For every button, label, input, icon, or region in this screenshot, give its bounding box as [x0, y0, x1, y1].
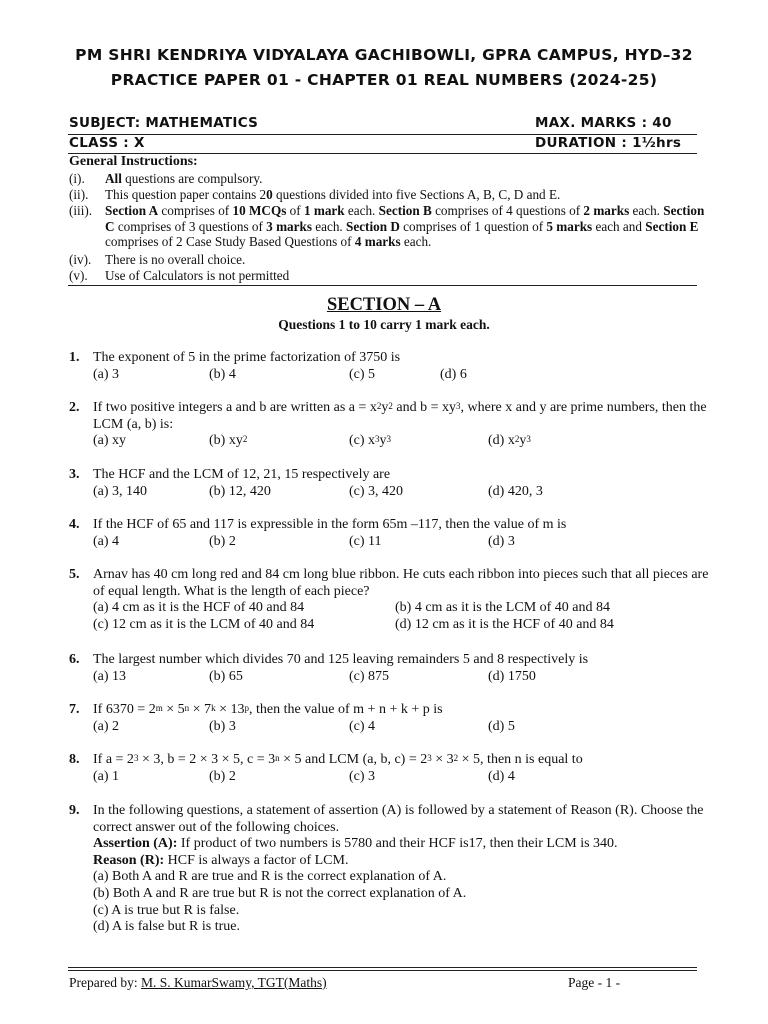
section-subtitle: Questions 1 to 10 carry 1 mark each. [278, 317, 490, 332]
option-b: (b) $xy^2$ [209, 433, 248, 449]
option-c: (c) 12 cm as it is the LCM of 40 and 84 [93, 617, 315, 633]
option-a: (a) xy [93, 433, 127, 449]
option-a: (a) 13 [93, 668, 127, 684]
option-c: (c) 11 [349, 533, 382, 549]
option-a: (a) 1 [93, 768, 120, 784]
question-number: 9. [69, 803, 80, 818]
options-row [93, 484, 713, 501]
question-text: If two positive integers a and b are written as $a = x^2y^2$ and $b = xy^3$, where x and y are prime numbers, then the LCM (a, b) is: [93, 400, 707, 432]
question-text: The exponent of 5 in the prime factorization of 3750 is [93, 350, 401, 365]
question-number: 7. [69, 702, 80, 717]
footer-rule-bottom [68, 970, 697, 971]
class-label: CLASS : X [69, 135, 145, 151]
question-number: 1. [69, 350, 80, 365]
instructions-title: General Instructions: [69, 154, 198, 169]
options-row [93, 719, 713, 736]
question-number: 5. [69, 567, 80, 582]
question-text: If the HCF of 65 and 117 is expressible in the form 65m –117, then the value of m is [93, 517, 567, 532]
question-text: Arnav has 40 cm long red and 84 cm long blue ribbon. He cuts each ribbon into pieces such that all pieces are of equal length. What is the length of each piece? [93, 567, 709, 599]
footer-rule-top [68, 967, 697, 968]
question-number: 2. [69, 400, 80, 415]
option-a: (a) 4 cm as it is the HCF of 40 and 84 [93, 600, 305, 616]
options-row [93, 669, 713, 686]
option-c: (c) 3 [349, 768, 376, 784]
max-marks-label: MAX. MARKS : 40 [535, 115, 672, 131]
option-a: (a) 4 [93, 533, 120, 549]
paper-title: PRACTICE PAPER 01 - CHAPTER 01 REAL NUMBERS (2024-25) [110, 71, 658, 89]
option-b: (b) 65 [209, 668, 243, 684]
question-text: If $6370 = 2^m \times 5^n \times 7^k \times 13^p$, then the value of m + n + k + p is [93, 702, 443, 717]
option-d: (d) 5 [488, 718, 515, 734]
question-text: The HCF and the LCM of 12, 21, 15 respectively are [93, 467, 391, 482]
options-row [93, 617, 713, 634]
options-row [93, 769, 713, 786]
question-number: 4. [69, 517, 80, 532]
duration-label: DURATION : 1½hrs [535, 135, 682, 151]
question-text: In the following questions, a statement of assertion (A) is followed by a statement of Reason (R). Choose the correct answer out of the following choices. Assertion (A): If product of two numbers is 5780 and their HCF is17, then their LCM is 340. Reason (R): HCF is always a factor of LCM. (a) Both A and R are true and R is the correct explanation of A. (b) Both A and R are true but R is not the correct explanation of A. (c) A is true but R is false. (d) A is false but R is true. [93, 803, 704, 935]
option-b: (b) 4 cm as it is the LCM of 40 and 84 [395, 600, 611, 616]
option-d: (d) 12 cm as it is the HCF of 40 and 84 [395, 617, 614, 633]
page-number: Page - 1 - [568, 975, 621, 990]
question-text: The largest number which divides 70 and 125 leaving remainders 5 and 8 respectively is [93, 652, 589, 667]
options-row [93, 433, 713, 450]
options-row [93, 367, 713, 384]
question-number: 8. [69, 752, 80, 767]
instructions-bottom-divider [68, 285, 697, 286]
option-c: (c) 4 [349, 718, 376, 734]
option-b: (b) 3 [209, 718, 236, 734]
question-number: 3. [69, 467, 80, 482]
option-d: (d) $x^2y^3$ [488, 433, 531, 449]
option-b: (b) 2 [209, 768, 236, 784]
option-a: (a) 3 [93, 366, 120, 382]
author-name: M. S. KumarSwamy, TGT(Maths) [140, 975, 327, 990]
question-text: If $a = 2^3 \times 3$, b = 2 × 3 × 5, $c = 3^n \times 5$ and LCM (a, b, $c) = 2^3 \times 3^2 \times 5$, then n is equal to [93, 752, 583, 767]
option-d: (d) 3 [488, 533, 515, 549]
option-d: (d) 4 [488, 768, 515, 784]
subject-label: SUBJECT: MATHEMATICS [69, 115, 259, 131]
option-d: (d) 6 [440, 366, 467, 382]
option-a: (a) 3, 140 [93, 483, 148, 499]
option-c: (c) 3, 420 [349, 483, 404, 499]
school-title: PM SHRI KENDRIYA VIDYALAYA GACHIBOWLI, GPRA CAMPUS, HYD–32 [75, 46, 693, 64]
option-c: (c) $x^3y^3$ [349, 433, 392, 449]
option-d: (d) 420, 3 [488, 483, 543, 499]
option-b: (b) 2 [209, 533, 236, 549]
option-c: (c) 5 [349, 366, 376, 382]
section-title: SECTION – A [326, 295, 442, 315]
option-a: (a) 2 [93, 718, 120, 734]
option-b: (b) 4 [209, 366, 236, 382]
question-number: 6. [69, 652, 80, 667]
options-row [93, 600, 713, 617]
option-d: (d) 1750 [488, 668, 536, 684]
prepared-by: Prepared by: M. S. KumarSwamy, TGT(Maths) [69, 975, 327, 990]
option-c: (c) 875 [349, 668, 390, 684]
option-b: (b) 12, 420 [209, 483, 271, 499]
options-row [93, 534, 713, 551]
